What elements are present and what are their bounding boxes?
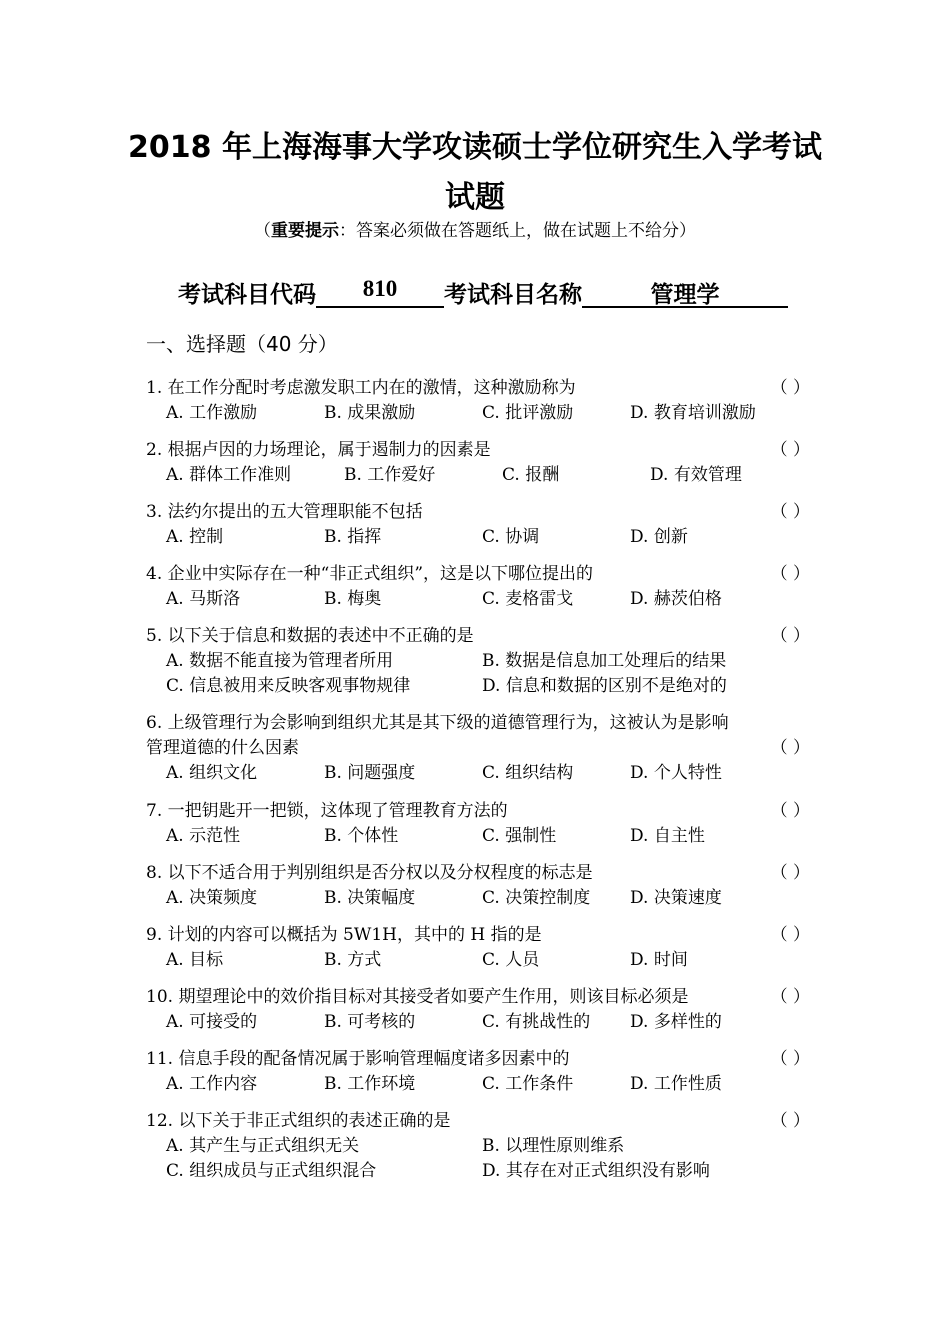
option: A. 目标 xyxy=(166,950,224,970)
question xyxy=(146,500,810,550)
question xyxy=(146,562,810,612)
option: C. 麦格雷戈 xyxy=(482,589,574,609)
option: B. 问题强度 xyxy=(324,763,416,783)
option: C. 工作条件 xyxy=(482,1074,574,1094)
question-stem: 1. 在工作分配时考虑激发职工内在的激情，这种激励称为 xyxy=(146,378,576,398)
question-stem: 3. 法约尔提出的五大管理职能不包括 xyxy=(146,502,423,522)
option: C. 组织结构 xyxy=(482,763,574,783)
question xyxy=(146,624,810,699)
option: D. 个人特性 xyxy=(630,763,722,783)
option: D. 工作性质 xyxy=(630,1074,722,1094)
question xyxy=(146,711,810,786)
option: B. 梅奥 xyxy=(324,589,382,609)
option: D. 教育培训激励 xyxy=(630,403,756,423)
question-stem: 4. 企业中实际存在一种“非正式组织”，这是以下哪位提出的 xyxy=(146,564,594,584)
question-stem: 6. 上级管理行为会影响到组织尤其是其下级的道德管理行为，这被认为是影响 xyxy=(146,713,729,733)
question xyxy=(146,861,810,911)
option: D. 决策速度 xyxy=(630,888,722,908)
answer-paren: （ ） xyxy=(770,564,810,584)
option: B. 个体性 xyxy=(324,826,399,846)
option: C. 组织成员与正式组织混合 xyxy=(166,1161,377,1181)
question-stem: 12. 以下关于非正式组织的表述正确的是 xyxy=(146,1111,451,1131)
question xyxy=(146,985,810,1035)
subject-name-label: 考试科目名称 xyxy=(444,282,582,308)
hint-bold: 重要提示 xyxy=(271,221,339,241)
question xyxy=(146,1047,810,1097)
option: B. 数据是信息加工处理后的结果 xyxy=(482,651,727,671)
question xyxy=(146,376,810,426)
important-hint xyxy=(0,216,950,241)
option: C. 报酬 xyxy=(502,465,560,485)
answer-paren: （ ） xyxy=(770,925,810,945)
answer-paren: （ ） xyxy=(770,987,810,1007)
option: B. 决策幅度 xyxy=(324,888,416,908)
question xyxy=(146,1109,810,1184)
option: C. 决策控制度 xyxy=(482,888,591,908)
question-stem-continued: 管理道德的什么因素 xyxy=(146,738,299,758)
option: A. 控制 xyxy=(166,527,224,547)
answer-paren: （ ） xyxy=(770,502,810,522)
question xyxy=(146,438,810,488)
option: D. 多样性的 xyxy=(630,1012,722,1032)
option: B. 工作环境 xyxy=(324,1074,416,1094)
answer-paren: （ ） xyxy=(770,378,810,398)
option: B. 成果激励 xyxy=(324,403,416,423)
question-stem: 7. 一把钥匙开一把锁，这体现了管理教育方法的 xyxy=(146,801,508,821)
question xyxy=(146,923,810,973)
option: D. 信息和数据的区别不是绝对的 xyxy=(482,676,727,696)
subject-code-value: 810 xyxy=(316,276,444,308)
option: C. 有挑战性的 xyxy=(482,1012,591,1032)
option: D. 时间 xyxy=(630,950,688,970)
exam-title-line-2: 试题 xyxy=(445,180,505,215)
option: A. 工作激励 xyxy=(166,403,258,423)
option: B. 工作爱好 xyxy=(344,465,436,485)
section-title: 一、选择题（40 分） xyxy=(146,332,338,356)
option: B. 方式 xyxy=(324,950,382,970)
answer-paren: （ ） xyxy=(770,801,810,821)
option: C. 协调 xyxy=(482,527,540,547)
subject-line xyxy=(178,276,788,309)
question-stem: 9. 计划的内容可以概括为 5W1H，其中的 H 指的是 xyxy=(146,925,542,945)
option: C. 强制性 xyxy=(482,826,557,846)
question-stem: 8. 以下不适合用于判别组织是否分权以及分权程度的标志是 xyxy=(146,863,593,883)
option: A. 马斯洛 xyxy=(166,589,241,609)
exam-title-line-1: 2018 年上海海事大学攻读硕士学位研究生入学考试 xyxy=(128,130,822,165)
option: A. 工作内容 xyxy=(166,1074,258,1094)
question xyxy=(146,799,810,849)
answer-paren: （ ） xyxy=(770,1049,810,1069)
answer-paren: （ ） xyxy=(770,738,810,758)
answer-paren: （ ） xyxy=(770,1111,810,1131)
option: D. 自主性 xyxy=(630,826,705,846)
option: A. 数据不能直接为管理者所用 xyxy=(166,651,394,671)
question-stem: 10. 期望理论中的效价指目标对其接受者如要产生作用，则该目标必须是 xyxy=(146,987,689,1007)
subject-name-value: 管理学 xyxy=(582,276,788,308)
question-stem: 5. 以下关于信息和数据的表述中不正确的是 xyxy=(146,626,474,646)
option: D. 其存在对正式组织没有影响 xyxy=(482,1161,710,1181)
option: B. 指挥 xyxy=(324,527,382,547)
option: D. 赫茨伯格 xyxy=(630,589,722,609)
hint-rest: ：答案必须做在答题纸上，做在试题上不给分） xyxy=(339,221,696,241)
option: C. 人员 xyxy=(482,950,540,970)
answer-paren: （ ） xyxy=(770,626,810,646)
hint-open: （ xyxy=(254,221,271,241)
answer-paren: （ ） xyxy=(770,863,810,883)
question-stem: 2. 根据卢因的力场理论，属于遏制力的因素是 xyxy=(146,440,491,460)
option: D. 有效管理 xyxy=(650,465,742,485)
option: B. 可考核的 xyxy=(324,1012,416,1032)
option: C. 批评激励 xyxy=(482,403,574,423)
option: A. 群体工作准则 xyxy=(166,465,292,485)
subject-code-label: 考试科目代码 xyxy=(178,282,316,308)
option: A. 示范性 xyxy=(166,826,241,846)
option: A. 其产生与正式组织无关 xyxy=(166,1136,360,1156)
option: C. 信息被用来反映客观事物规律 xyxy=(166,676,411,696)
option: D. 创新 xyxy=(630,527,688,547)
option: B. 以理性原则维系 xyxy=(482,1136,625,1156)
option: A. 组织文化 xyxy=(166,763,258,783)
question-stem: 11. 信息手段的配备情况属于影响管理幅度诸多因素中的 xyxy=(146,1049,570,1069)
option: A. 决策频度 xyxy=(166,888,258,908)
option: A. 可接受的 xyxy=(166,1012,258,1032)
answer-paren: （ ） xyxy=(770,440,810,460)
